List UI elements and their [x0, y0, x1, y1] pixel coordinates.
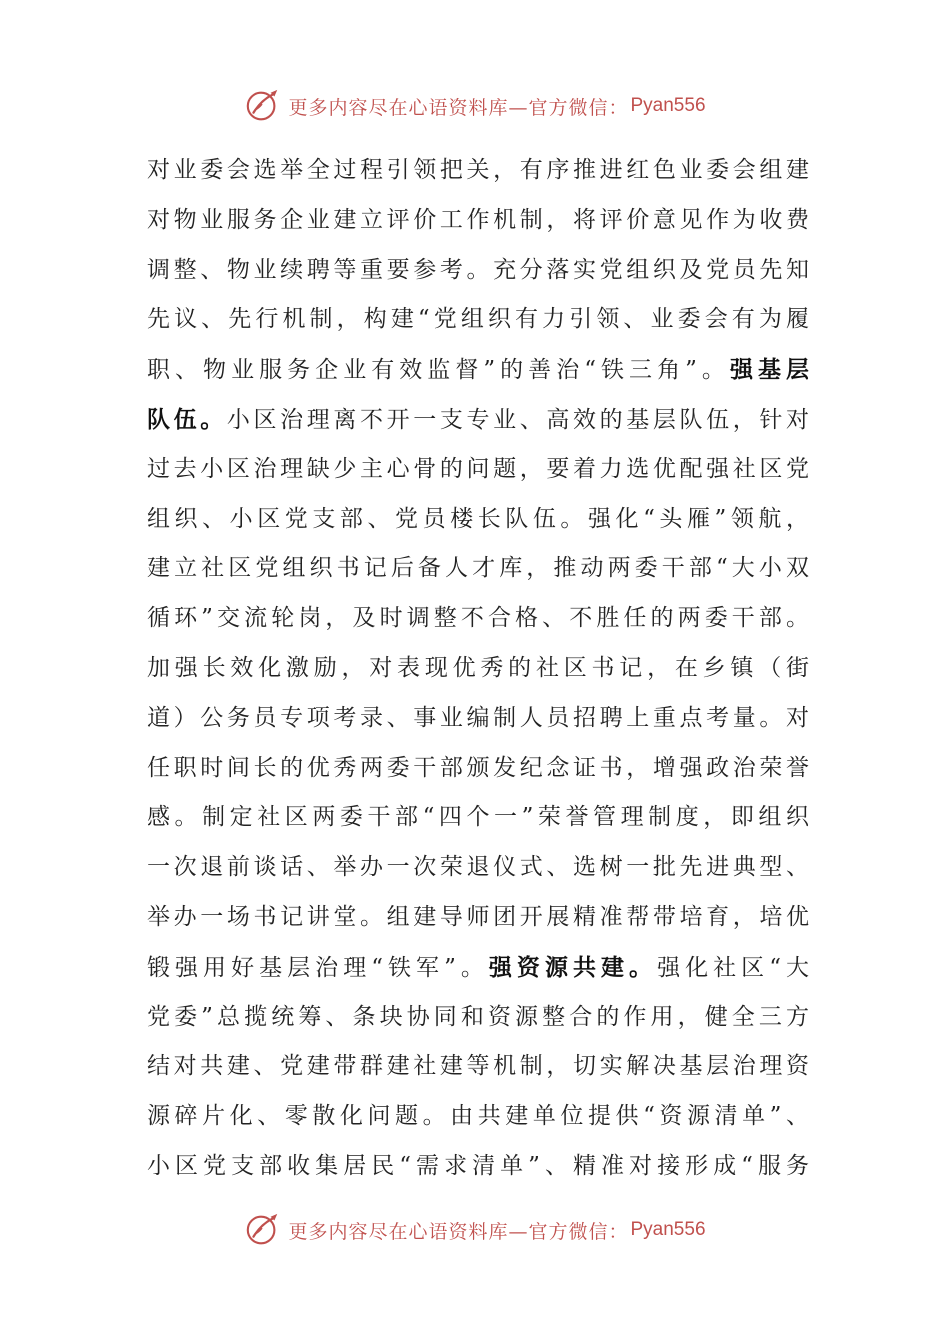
text-line	[147, 395, 809, 445]
text-line	[147, 943, 809, 993]
text-run: 职、物业服务企业有效监督”的善治“铁三角”。	[147, 357, 730, 384]
text-run: 道）公务员专项考录、事业编制人员招聘上重点考量。对	[147, 704, 809, 731]
text-line	[147, 196, 809, 246]
text-run: 党委”总揽统筹、条块协同和资源整合的作用，健全三方	[147, 1003, 809, 1030]
text-line	[147, 893, 809, 943]
text-line	[147, 495, 809, 545]
text-run: 小区党支部收集居民“需求清单”、精准对接形成“服务	[147, 1152, 809, 1179]
text-line	[147, 1092, 809, 1142]
header-watermark	[0, 84, 950, 128]
watermark-handle: Pyan556	[630, 95, 706, 116]
text-run: 调整、物业续聘等重要参考。充分落实党组织及党员先知	[147, 256, 809, 283]
watermark-handle: Pyan556	[630, 1219, 706, 1240]
text-line	[147, 295, 809, 345]
text-run: 组织、小区党支部、党员楼长队伍。强化“头雁”领航，	[147, 505, 809, 532]
text-run: 先议、先行机制，构建“党组织有力引领、业委会有为履	[147, 306, 809, 333]
text-run: 源碎片化、零散化问题。由共建单位提供“资源清单”、	[147, 1103, 809, 1130]
text-run: 小区治理离不开一支专业、高效的基层队伍，针对	[226, 406, 809, 433]
pen-logo-icon	[244, 1211, 282, 1249]
text-run: 感。制定社区两委干部“四个一”荣誉管理制度，即组织	[147, 804, 809, 831]
document-body	[147, 146, 809, 1192]
text-line	[147, 694, 809, 744]
text-line	[147, 1042, 809, 1092]
text-run: 任职时间长的优秀两委干部颁发纪念证书，增强政治荣誉	[147, 754, 809, 781]
text-line	[147, 146, 809, 196]
text-line	[147, 644, 809, 694]
text-run: 举办一场书记讲堂。组建导师团开展精准帮带培育，培优	[147, 903, 809, 930]
text-run: 锻强用好基层治理“铁军”。	[147, 954, 489, 981]
text-line	[147, 544, 809, 594]
text-line	[147, 594, 809, 644]
pen-logo-icon	[244, 87, 282, 125]
text-run: 建立社区党组织书记后备人才库，推动两委干部“大小双	[147, 555, 809, 582]
bold-heading: 队伍。	[147, 405, 227, 433]
text-run: 加强长效化激励，对表现优秀的社区书记，在乡镇（街	[147, 654, 809, 681]
text-line	[147, 793, 809, 843]
text-run: 对物业服务企业建立评价工作机制，将评价意见作为收费	[147, 206, 809, 233]
text-line	[147, 246, 809, 296]
text-run: 强化社区“大	[657, 954, 809, 981]
text-line	[147, 1142, 809, 1192]
text-line	[147, 744, 809, 794]
text-run: 一次退前谈话、举办一次荣退仪式、选树一批先进典型、	[147, 854, 809, 881]
text-line	[147, 445, 809, 495]
text-line	[147, 843, 809, 893]
footer-watermark	[0, 1208, 950, 1252]
text-run: 对业委会选举全过程引领把关，有序推进红色业委会组建	[147, 157, 809, 183]
text-line	[147, 345, 809, 395]
watermark-text: 更多内容尽在心语资料库—官方微信：	[288, 1220, 629, 1243]
text-run: 过去小区治理缺少主心骨的问题，要着力选优配强社区党	[147, 455, 809, 482]
text-run: 结对共建、党建带群建社建等机制，切实解决基层治理资	[147, 1053, 809, 1080]
text-line	[147, 993, 809, 1043]
text-run: 循环”交流轮岗，及时调整不合格、不胜任的两委干部。	[147, 605, 809, 632]
watermark-text: 更多内容尽在心语资料库—官方微信：	[288, 96, 629, 119]
bold-heading: 强资源共建。	[488, 953, 658, 981]
bold-heading: 强基层	[729, 356, 809, 384]
